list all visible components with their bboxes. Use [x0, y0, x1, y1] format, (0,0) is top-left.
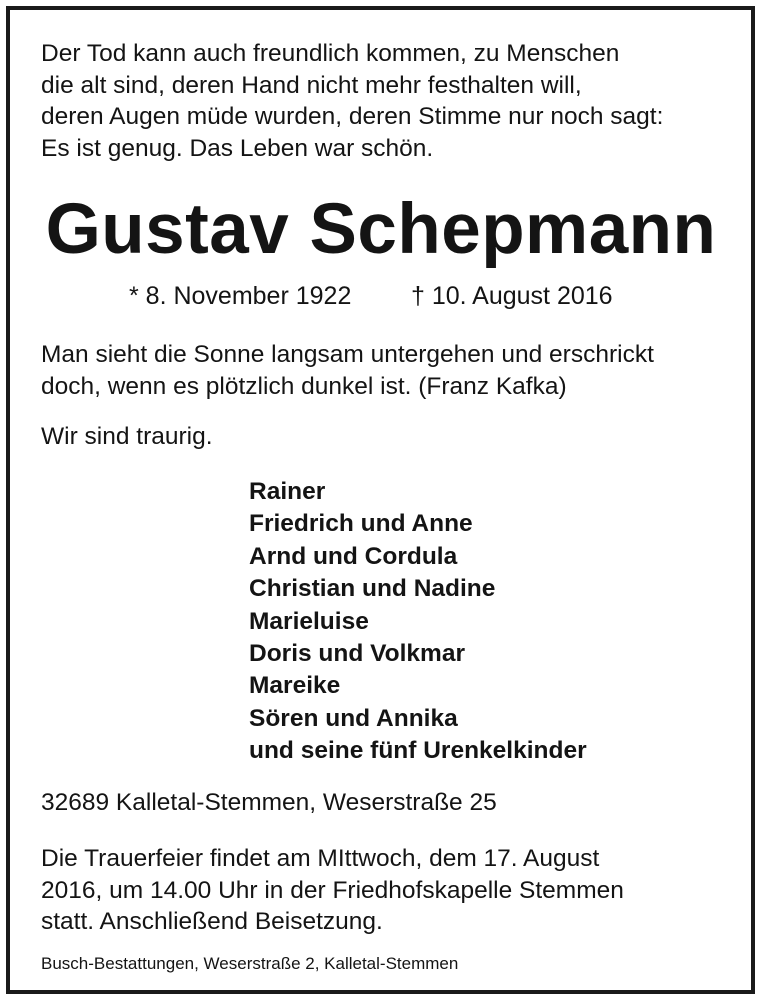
opening-verse — [41, 38, 663, 164]
mourner-name: Arnd und Cordula — [249, 542, 458, 570]
death-date: † 10. August 2016 — [411, 282, 613, 310]
mourner-name: Doris und Volkmar — [249, 640, 466, 668]
verse-line: deren Augen müde wurden, deren Stimme nur noch sagt: — [41, 103, 664, 130]
birth-date: * 8. November 1922 — [129, 282, 352, 310]
undertaker-credit: Busch-Bestattungen, Weserstraße 2, Kalletal-Stemmen — [41, 954, 459, 973]
mourner-name: Christian und Nadine — [249, 575, 496, 603]
verse-line: Es ist genug. Das Leben war schön. — [41, 134, 434, 162]
mourner-name: Friedrich und Anne — [249, 510, 473, 538]
quote-line: doch, wenn es plötzlich dunkel ist. (Franz Kafka) — [41, 372, 567, 400]
mourner-name: Sören und Annika — [249, 704, 458, 732]
deceased-name: Gustav Schepmann — [45, 190, 717, 269]
verse-line: die alt sind, deren Hand nicht mehr festhalten will, — [41, 71, 582, 99]
mourners-list — [249, 476, 587, 768]
kafka-quote — [41, 339, 654, 402]
funeral-line: statt. Anschließend Beisetzung. — [41, 908, 383, 935]
family-address: 32689 Kalletal-Stemmen, Weserstraße 25 — [41, 789, 497, 816]
mourner-name: Rainer — [249, 478, 326, 505]
mourner-name: und seine fünf Urenkelkinder — [249, 737, 587, 765]
mourner-name: Mareike — [249, 672, 341, 700]
verse-line: Der Tod kann auch freundlich kommen, zu Menschen — [41, 40, 620, 67]
mourner-name: Marieluise — [249, 607, 369, 635]
quote-line: Man sieht die Sonne langsam untergehen und erschrickt — [41, 341, 654, 368]
funeral-line: Die Trauerfeier findet am MIttwoch, dem 17. August — [41, 845, 600, 872]
funeral-notice — [41, 843, 624, 938]
funeral-line: 2016, um 14.00 Uhr in der Friedhofskapelle Stemmen — [41, 876, 624, 904]
sadness-statement: Wir sind traurig. — [41, 423, 213, 450]
